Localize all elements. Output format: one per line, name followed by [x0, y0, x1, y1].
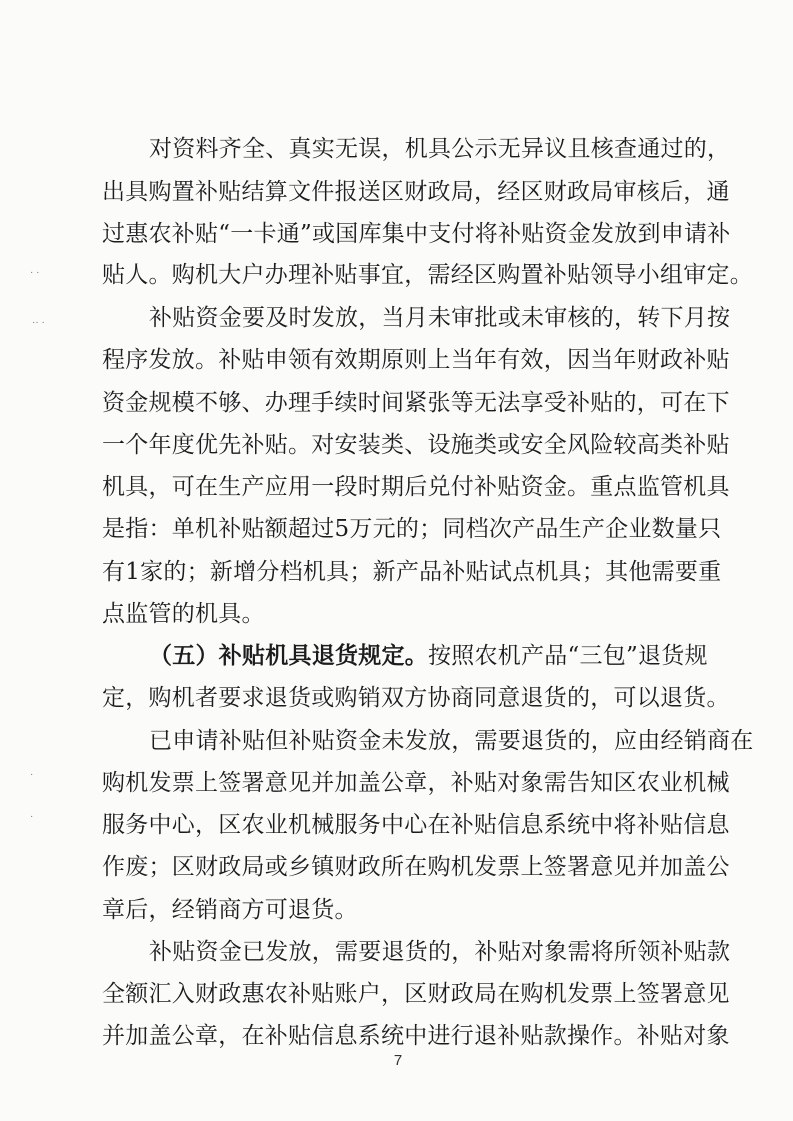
- body-text-line: 点监管的机具。: [102, 601, 265, 627]
- body-text-line: 定，购机者要求退货或购销双方协商同意退货的，可以退货。: [102, 685, 730, 711]
- body-text-line: 过惠农补贴“一卡通”或国库集中支付将补贴资金发放到申请补: [102, 221, 731, 247]
- body-text-line: 贴人。购机大户办理补贴事宜，需经区购置补贴领导小组审定。: [102, 262, 753, 288]
- scan-speck: ·: [30, 811, 34, 822]
- body-text-line: 补贴资金已发放，需要退货的，补贴对象需将所领补贴款: [149, 939, 731, 965]
- body-text-line: 是指：单机补贴额超过5万元的；同档次产品生产企业数量只: [102, 516, 722, 542]
- section-heading: （五）补贴机具退货规定。: [149, 642, 428, 669]
- scan-speck: · ·: [30, 267, 40, 278]
- body-text-line: 全额汇入财政惠农补贴账户，区财政局在购机发票上签署意见: [102, 981, 730, 1007]
- body-text-line: 对资料齐全、真实无误，机具公示无异议且核查通过的，: [149, 136, 731, 162]
- body-text-line: 补贴资金要及时发放，当月未审批或未审核的，转下月按: [149, 305, 731, 331]
- body-text-line: 服务中心，区农业机械服务中心在补贴信息系统中将补贴信息: [102, 812, 730, 838]
- scan-speck: ·· ·: [32, 317, 45, 328]
- body-text-line: 出具购置补贴结算文件报送区财政局，经区财政局审核后，通: [102, 179, 730, 205]
- body-text-line: 作废；区财政局或乡镇财政所在购机发票上签署意见并加盖公: [102, 854, 730, 880]
- body-text-line: 章后，经销商方可退货。: [102, 897, 358, 923]
- page-number: 7: [393, 1052, 403, 1069]
- body-text-line: 机具，可在生产应用一段时期后兑付补贴资金。重点监管机具: [102, 474, 730, 500]
- body-text-line: 一个年度优先补贴。对安装类、设施类或安全风险较高类补贴: [102, 432, 730, 458]
- body-text-line: [149, 641, 708, 671]
- body-text-line: 并加盖公章，在补贴信息系统中进行退补贴款操作。补贴对象: [102, 1023, 730, 1049]
- body-text-line: 已申请补贴但补贴资金未发放，需要退货的，应由经销商在: [149, 728, 754, 754]
- body-text-line: 购机发票上签署意见并加盖公章，补贴对象需告知区农业机械: [102, 770, 730, 796]
- body-text-line: 资金规模不够、办理手续时间紧张等无法享受补贴的，可在下: [102, 390, 730, 416]
- scan-speck: ·: [30, 769, 34, 780]
- body-text-line: 有1家的；新增分档机具；新产品补贴试点机具；其他需要重: [102, 559, 722, 585]
- body-text-fragment: 按照农机产品“三包”退货规: [428, 643, 708, 669]
- body-text-line: 程序发放。补贴申领有效期原则上当年有效，因当年财政补贴: [102, 347, 730, 373]
